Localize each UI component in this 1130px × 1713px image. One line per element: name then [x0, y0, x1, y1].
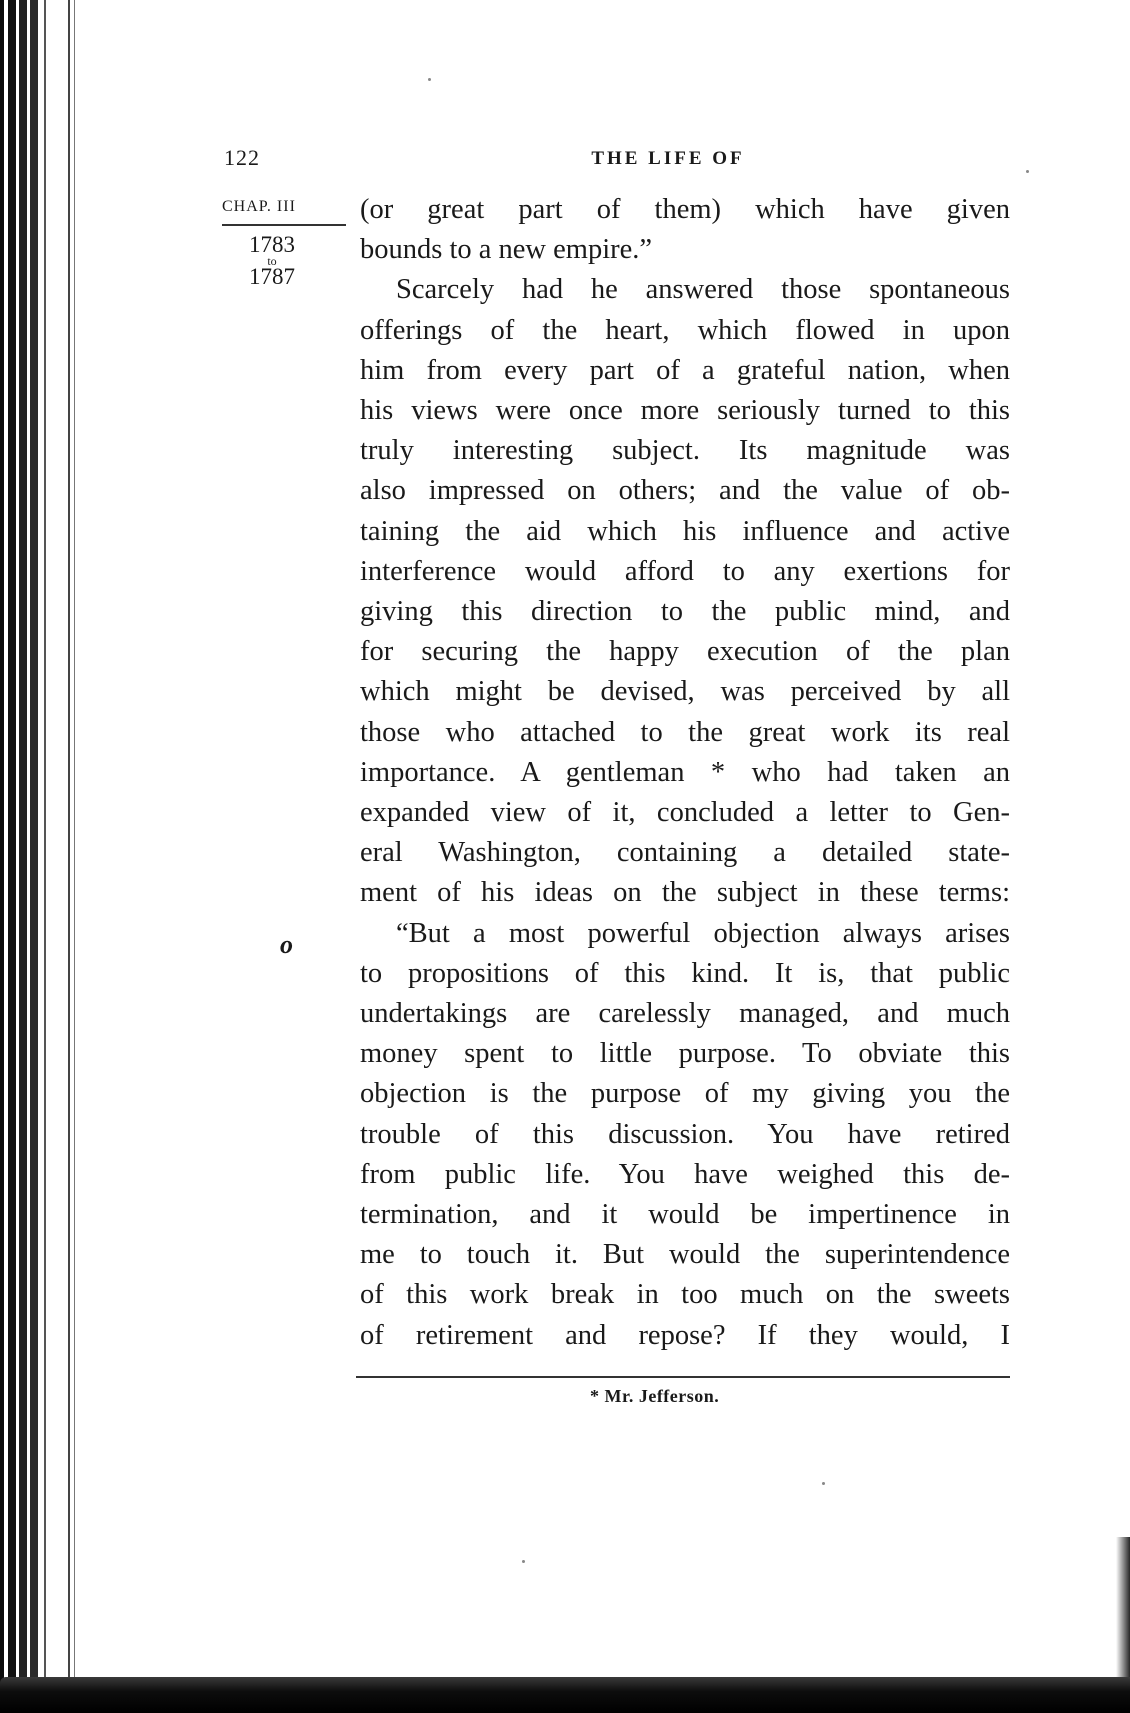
gutter-line: [74, 0, 75, 1713]
page-bottom-edge: [0, 1677, 1130, 1713]
year-range: [230, 234, 314, 288]
text-line: Scarcely had he answered those spontaneous: [396, 274, 1010, 306]
page-edge-shadow: [1116, 1537, 1130, 1677]
text-line: his views were once more seriously turned to this: [360, 395, 1010, 427]
scan-speck: [428, 78, 431, 81]
running-head: THE LIFE OF: [591, 148, 745, 169]
text-line: from public life. You have weighed this de-: [360, 1158, 1010, 1190]
year-to: to: [267, 254, 277, 268]
scan-speck: [822, 1482, 825, 1485]
text-line: of this work break in too much on the sweets: [360, 1279, 1010, 1311]
text-line: offerings of the heart, which flowed in upon: [360, 314, 1010, 346]
footnote-divider: [356, 1376, 1010, 1378]
text-line: giving this direction to the public mind, and: [360, 596, 1010, 628]
text-line: interference would afford to any exertions for: [360, 555, 1010, 587]
body-text: [360, 190, 1010, 1356]
text-line: trouble of this discussion. You have retired: [360, 1118, 1010, 1150]
year-start: 1783: [249, 232, 295, 257]
book-gutter-shadow: [0, 0, 62, 1713]
text-line: taining the aid which his influence and active: [360, 515, 1010, 547]
text-line: money spent to little purpose. To obviate this: [360, 1038, 1010, 1070]
margin-mark: o: [280, 930, 293, 959]
text-line: expanded view of it, concluded a letter to Gen-: [360, 797, 1010, 829]
text-line: importance. A gentleman * who had taken an: [360, 756, 1010, 788]
text-line: of retirement and repose? If they would, I: [360, 1319, 1010, 1351]
text-line: to propositions of this kind. It is, that public: [360, 957, 1010, 989]
text-line: objection is the purpose of my giving you the: [360, 1078, 1010, 1110]
text-line: for securing the happy execution of the plan: [360, 636, 1010, 668]
text-line: undertakings are carelessly managed, and much: [360, 998, 1010, 1030]
year-end: 1787: [249, 264, 295, 289]
text-line: termination, and it would be impertinence in: [360, 1199, 1010, 1231]
text-line: “But a most powerful objection always arises: [396, 917, 1010, 949]
scan-speck: [1026, 170, 1029, 173]
page-number: 122: [224, 145, 260, 170]
margin-notes: [222, 198, 350, 288]
text-line: (or great part of them) which have given: [360, 194, 1010, 225]
text-line: me to touch it. But would the superintendence: [360, 1239, 1010, 1271]
text-line: truly interesting subject. Its magnitude was: [360, 435, 1010, 467]
text-line: eral Washington, containing a detailed state-: [360, 837, 1010, 869]
scan-speck: [522, 1560, 525, 1563]
chapter-label: CHAP. III: [222, 198, 346, 226]
text-line: ment of his ideas on the subject in these terms:: [360, 877, 1010, 909]
text-line: bounds to a new empire.”: [360, 234, 653, 266]
text-line: those who attached to the great work its real: [360, 716, 1010, 748]
text-line: which might be devised, was perceived by all: [360, 676, 1010, 708]
text-line: him from every part of a grateful nation, when: [360, 354, 1010, 386]
gutter-line: [68, 0, 70, 1713]
footnote: * Mr. Jefferson.: [590, 1386, 720, 1406]
text-line: also impressed on others; and the value of ob-: [360, 475, 1010, 507]
